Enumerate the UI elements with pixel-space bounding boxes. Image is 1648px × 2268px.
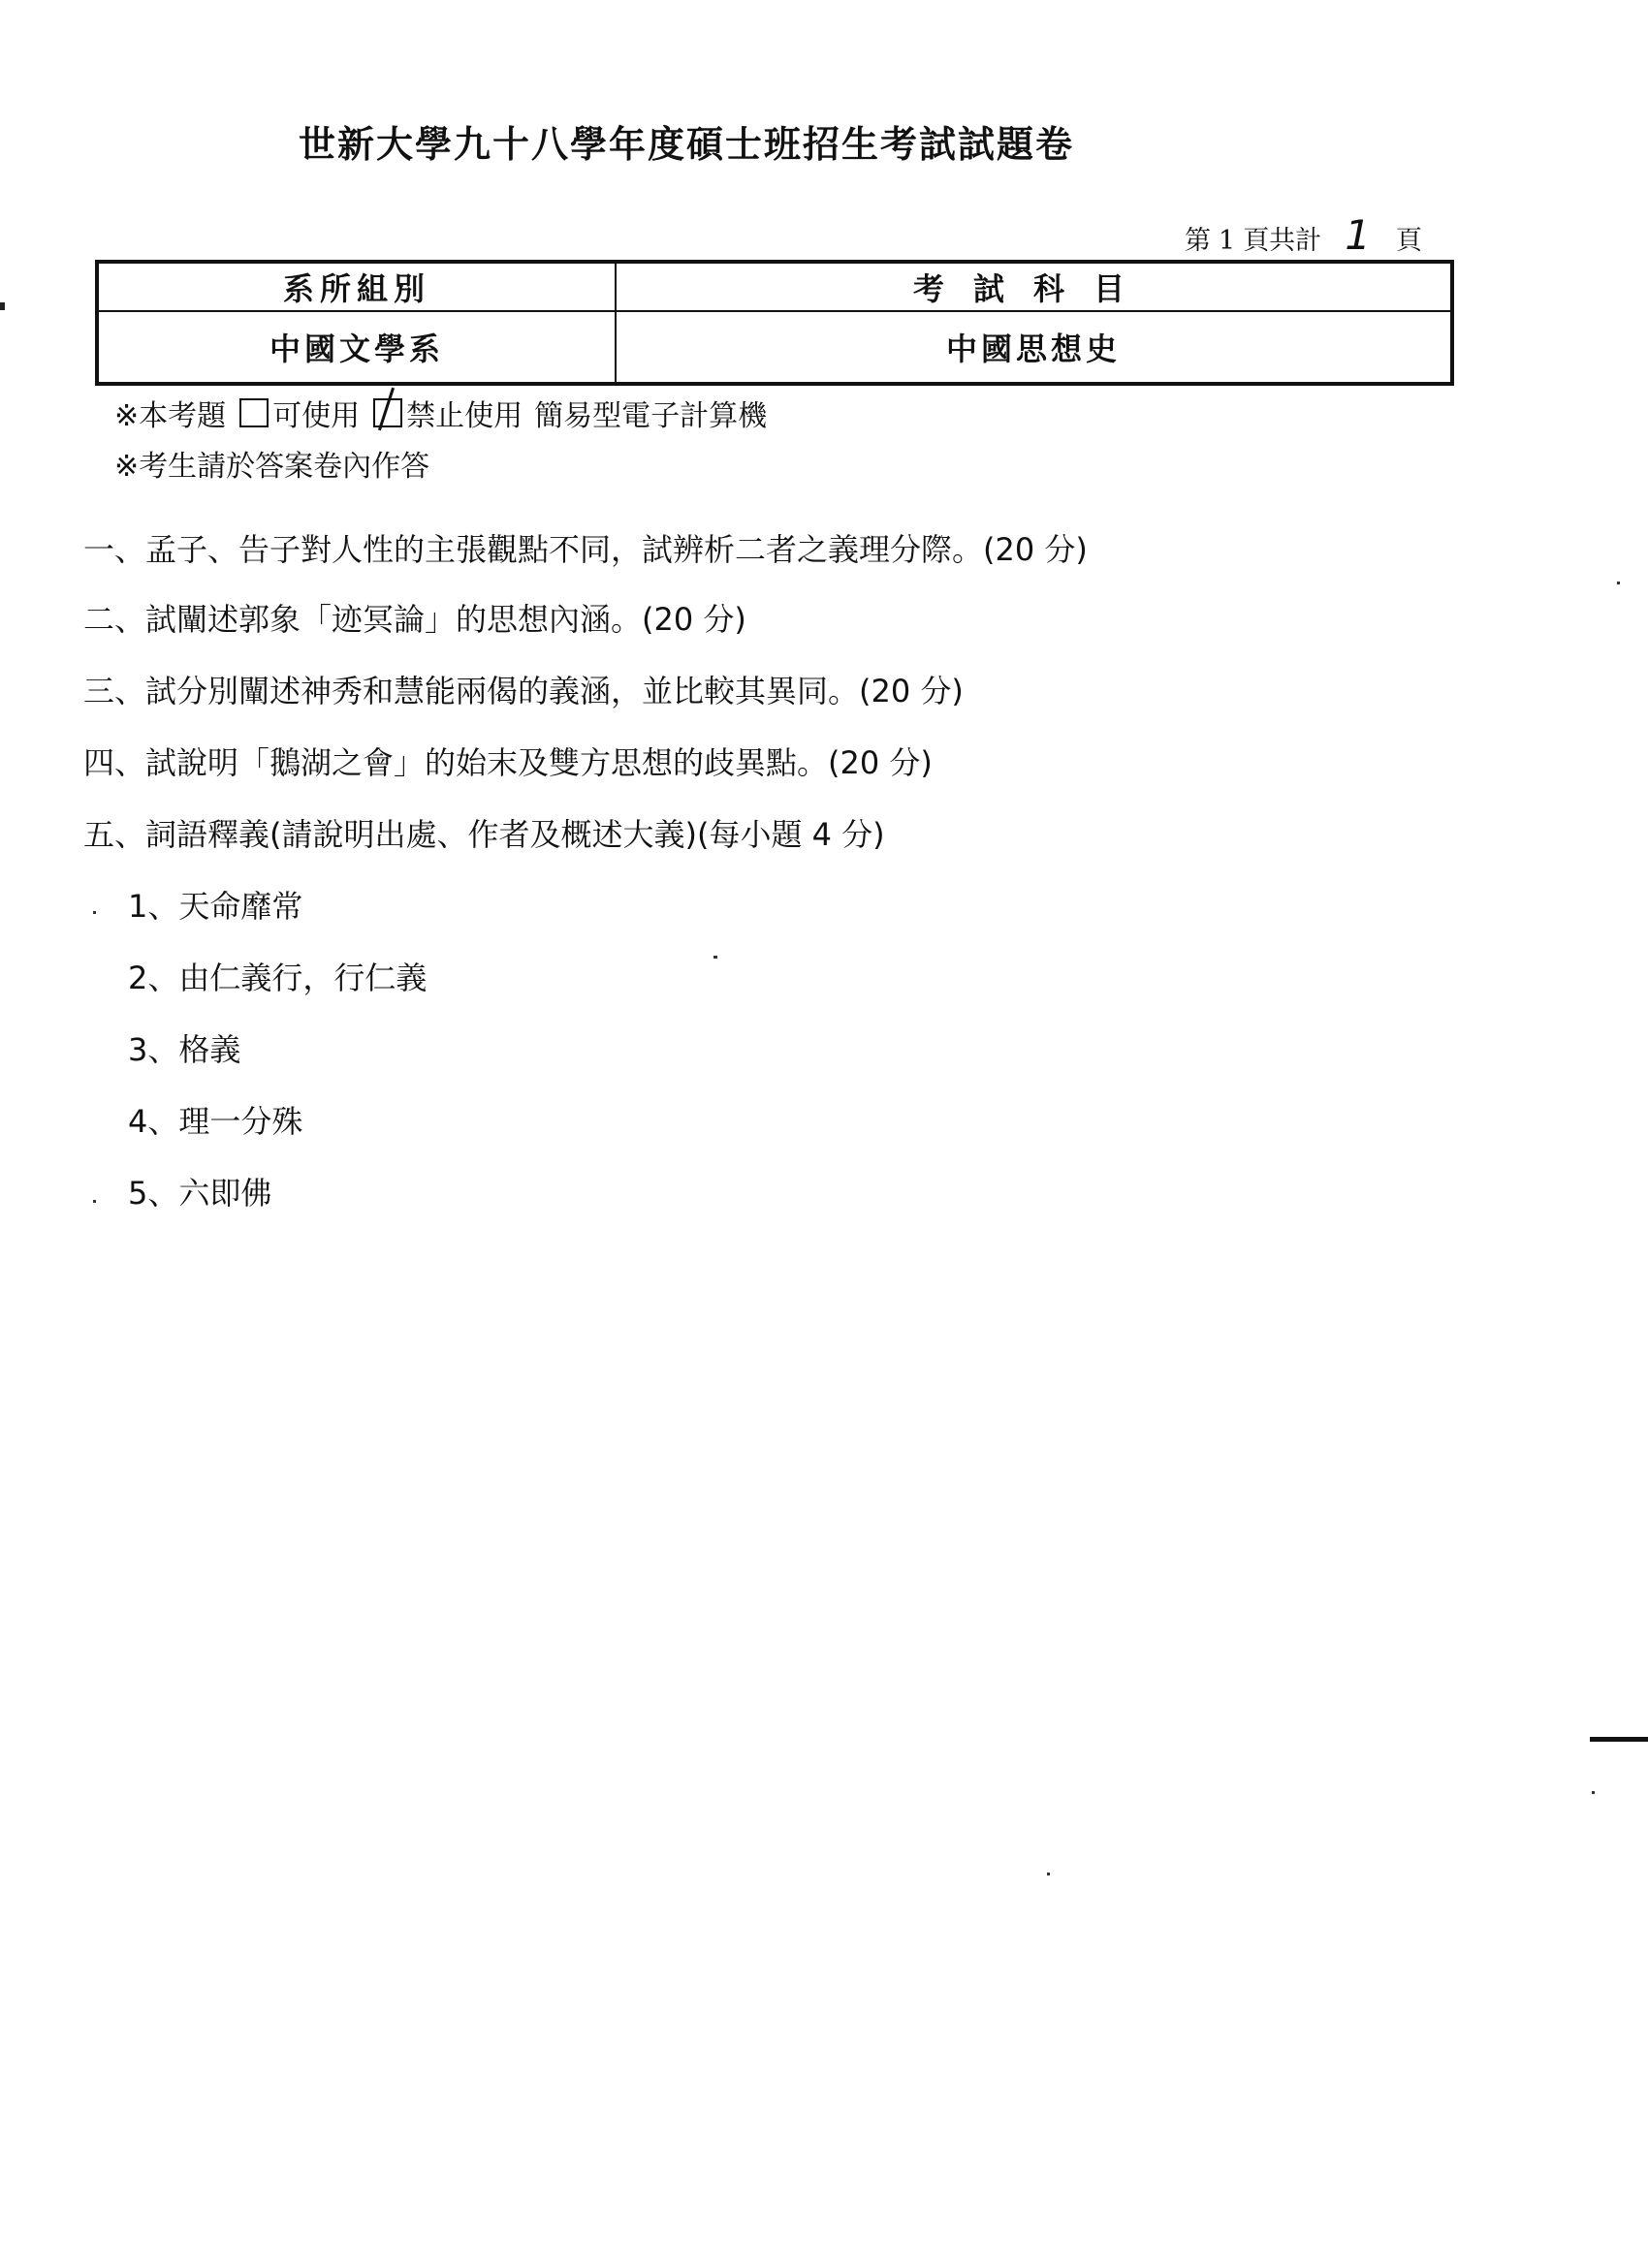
scan-edge-mark — [1590, 1737, 1648, 1742]
page-label-mid: 頁共計 — [1243, 226, 1322, 256]
header-row — [97, 262, 1452, 311]
term-4: 4、理一分殊 — [128, 1103, 303, 1140]
exam-title: 世新大學九十八學年度碩士班招生考試試題卷 — [299, 122, 1075, 166]
question-3: 三、試分別闡述神秀和慧能兩偈的義涵，並比較其異同。(20 分) — [83, 673, 964, 709]
department-column-heading: 系所組別 — [97, 262, 616, 311]
scan-speck — [1592, 1791, 1595, 1794]
term-5: 5、六即佛 — [128, 1175, 272, 1212]
subject-column-heading: 考試科目 — [616, 262, 1452, 311]
forbidden-label: 禁止使用 — [406, 399, 523, 433]
calculator-note — [114, 392, 767, 434]
total-pages-handwritten: 1 — [1345, 211, 1371, 259]
allowed-checkbox[interactable] — [239, 398, 269, 427]
scan-speck — [93, 1200, 96, 1203]
question-1: 一、孟子、告子對人性的主張觀點不同，試辨析二者之義理分際。(20 分) — [83, 531, 1088, 568]
term-2: 2、由仁義行，行仁義 — [128, 960, 428, 996]
scan-speck — [713, 956, 717, 959]
term-1: 1、天命靡常 — [128, 888, 303, 925]
page-label-pre: 第 — [1185, 226, 1211, 256]
subject-value: 中國思想史 — [616, 311, 1452, 384]
calculator-note-prefix: ※本考題 — [114, 399, 227, 433]
scan-speck — [1047, 1873, 1050, 1875]
term-3: 3、格義 — [128, 1031, 241, 1068]
allowed-label: 可使用 — [272, 399, 361, 433]
question-4: 四、試說明「鵝湖之會」的始末及雙方思想的歧異點。(20 分) — [83, 744, 933, 781]
header-values-row — [97, 311, 1452, 384]
scan-speck — [93, 911, 96, 914]
exam-header-table — [95, 260, 1454, 386]
calculator-note-suffix: 簡易型電子計算機 — [534, 399, 768, 433]
forbidden-checkbox-checked[interactable] — [373, 398, 402, 427]
page-count — [1185, 211, 1422, 259]
question-5: 五、詞語釋義(請說明出處、作者及概述大義)(每小題 4 分) — [83, 816, 885, 853]
scan-left-mark — [0, 302, 5, 310]
page-number: 1 — [1219, 226, 1236, 256]
department-value: 中國文學系 — [97, 311, 616, 384]
question-2: 二、試闡述郭象「迹冥論」的思想內涵。(20 分) — [83, 601, 746, 638]
page-label-post: 頁 — [1395, 226, 1422, 256]
answer-instruction: ※考生請於答案卷內作答 — [114, 450, 430, 484]
scan-speck — [1617, 582, 1620, 584]
